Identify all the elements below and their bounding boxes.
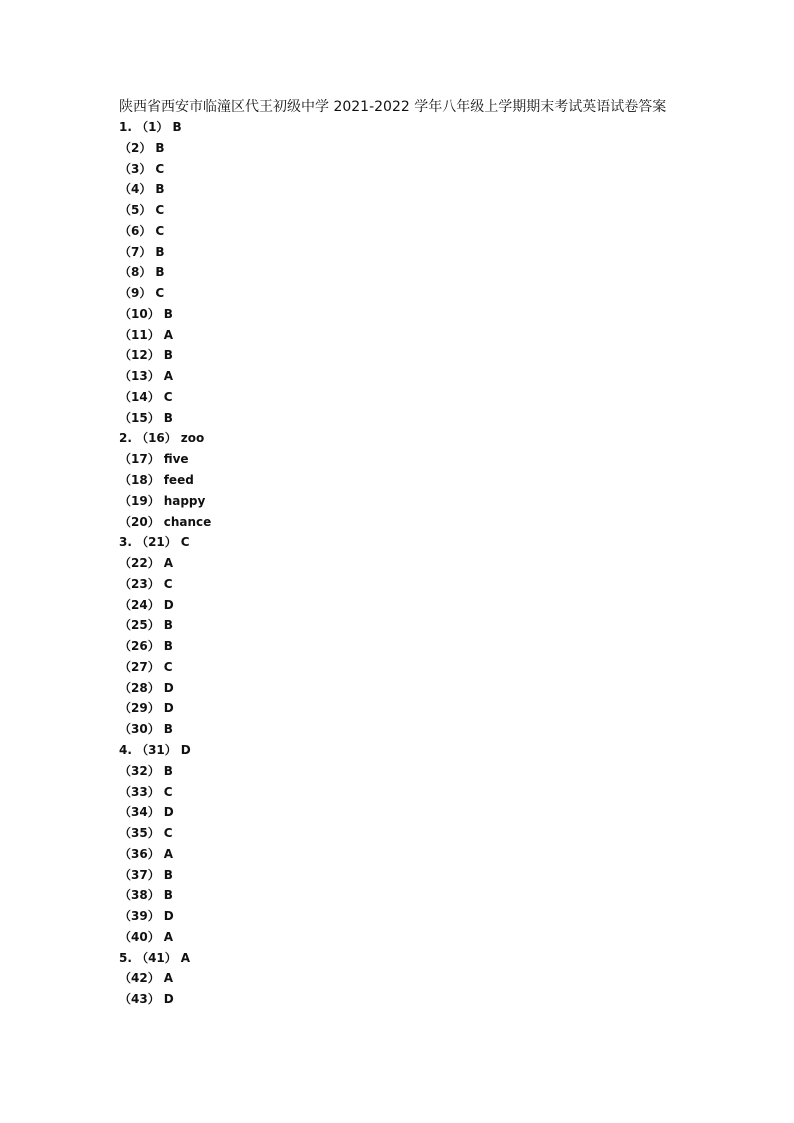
answer-value: zoo bbox=[180, 431, 205, 446]
answer-value: B bbox=[155, 140, 165, 155]
answer-value: C bbox=[155, 161, 165, 176]
question-number: （18） bbox=[119, 473, 160, 488]
answer-list bbox=[119, 117, 211, 1010]
question-number: 5. （41） bbox=[119, 950, 177, 965]
answer-line bbox=[119, 844, 211, 865]
question-number: （39） bbox=[119, 909, 160, 924]
answer-value: B bbox=[163, 410, 173, 425]
answer-value: five bbox=[163, 452, 189, 467]
question-number: （23） bbox=[119, 576, 160, 591]
answer-line bbox=[119, 865, 211, 886]
answer-line bbox=[119, 449, 211, 470]
answer-value: C bbox=[155, 286, 165, 301]
answer-value: feed bbox=[163, 473, 194, 488]
answer-line bbox=[119, 802, 211, 823]
answer-line bbox=[119, 159, 211, 180]
question-number: 3. （21） bbox=[119, 535, 177, 550]
answer-line bbox=[119, 366, 211, 387]
answer-value: B bbox=[163, 867, 173, 882]
answer-value: D bbox=[163, 701, 174, 716]
answer-line bbox=[119, 532, 211, 553]
question-number: （32） bbox=[119, 763, 160, 778]
question-number: （38） bbox=[119, 888, 160, 903]
answer-line bbox=[119, 968, 211, 989]
question-number: （20） bbox=[119, 514, 160, 529]
answer-value: B bbox=[163, 888, 173, 903]
question-number: （17） bbox=[119, 452, 160, 467]
answer-value: C bbox=[155, 223, 165, 238]
answer-value: A bbox=[163, 846, 173, 861]
answer-value: A bbox=[180, 950, 191, 965]
question-number: （5） bbox=[119, 203, 152, 218]
question-number: （43） bbox=[119, 992, 160, 1007]
question-number: （14） bbox=[119, 389, 160, 404]
answer-value: C bbox=[163, 826, 173, 841]
answer-value: A bbox=[163, 929, 173, 944]
answer-value: D bbox=[180, 742, 191, 757]
answer-line bbox=[119, 636, 211, 657]
answer-line bbox=[119, 138, 211, 159]
question-number: （11） bbox=[119, 327, 160, 342]
answer-value: A bbox=[163, 971, 173, 986]
answer-line bbox=[119, 740, 211, 761]
answer-line bbox=[119, 200, 211, 221]
answer-value: D bbox=[163, 992, 174, 1007]
answer-value: B bbox=[155, 244, 165, 259]
answer-line bbox=[119, 595, 211, 616]
question-number: （19） bbox=[119, 493, 160, 508]
answer-value: B bbox=[163, 763, 173, 778]
answer-line bbox=[119, 615, 211, 636]
answer-line bbox=[119, 387, 211, 408]
answer-value: C bbox=[163, 389, 173, 404]
answer-value: A bbox=[163, 369, 173, 384]
answer-line bbox=[119, 948, 211, 969]
answer-value: C bbox=[155, 203, 165, 218]
answer-value: D bbox=[163, 909, 174, 924]
question-number: （7） bbox=[119, 244, 152, 259]
answer-value: D bbox=[163, 680, 174, 695]
answer-line bbox=[119, 325, 211, 346]
answer-value: C bbox=[163, 659, 173, 674]
question-number: （9） bbox=[119, 286, 152, 301]
question-number: （22） bbox=[119, 556, 160, 571]
question-number: （30） bbox=[119, 722, 160, 737]
question-number: （34） bbox=[119, 805, 160, 820]
answer-line bbox=[119, 470, 211, 491]
answer-line bbox=[119, 553, 211, 574]
question-number: （33） bbox=[119, 784, 160, 799]
question-number: 4. （31） bbox=[119, 742, 177, 757]
question-number: （15） bbox=[119, 410, 160, 425]
question-number: （8） bbox=[119, 265, 152, 280]
question-number: （24） bbox=[119, 597, 160, 612]
answer-line bbox=[119, 262, 211, 283]
answer-line bbox=[119, 989, 211, 1010]
answer-line bbox=[119, 719, 211, 740]
answer-line bbox=[119, 512, 211, 533]
answer-value: happy bbox=[163, 493, 206, 508]
answer-line bbox=[119, 698, 211, 719]
question-number: （10） bbox=[119, 306, 160, 321]
question-number: （29） bbox=[119, 701, 160, 716]
answer-value: D bbox=[163, 597, 174, 612]
answer-value: D bbox=[163, 805, 174, 820]
answer-line bbox=[119, 408, 211, 429]
answer-value: C bbox=[163, 576, 173, 591]
answer-value: chance bbox=[163, 514, 212, 529]
answer-value: B bbox=[155, 182, 165, 197]
answer-line bbox=[119, 885, 211, 906]
answer-line bbox=[119, 283, 211, 304]
answer-value: B bbox=[163, 348, 173, 363]
question-number: （27） bbox=[119, 659, 160, 674]
answer-line bbox=[119, 678, 211, 699]
answer-line bbox=[119, 761, 211, 782]
question-number: （26） bbox=[119, 639, 160, 654]
answer-line bbox=[119, 491, 211, 512]
answer-line bbox=[119, 221, 211, 242]
answer-line bbox=[119, 117, 211, 138]
answer-value: B bbox=[163, 639, 173, 654]
question-number: 1. （1） bbox=[119, 120, 169, 134]
answer-line bbox=[119, 345, 211, 366]
question-number: （25） bbox=[119, 618, 160, 633]
question-number: （2） bbox=[119, 140, 152, 155]
answer-value: C bbox=[180, 535, 190, 550]
answer-value: B bbox=[163, 618, 173, 633]
question-number: （37） bbox=[119, 867, 160, 882]
answer-value: B bbox=[172, 120, 182, 134]
answer-value: A bbox=[163, 556, 173, 571]
answer-line bbox=[119, 657, 211, 678]
answer-line bbox=[119, 179, 211, 200]
question-number: （28） bbox=[119, 680, 160, 695]
question-number: （12） bbox=[119, 348, 160, 363]
answer-line bbox=[119, 782, 211, 803]
answer-line bbox=[119, 428, 211, 449]
answer-value: B bbox=[155, 265, 165, 280]
question-number: （40） bbox=[119, 929, 160, 944]
answer-line bbox=[119, 906, 211, 927]
question-number: 2. （16） bbox=[119, 431, 177, 446]
answer-line bbox=[119, 574, 211, 595]
answer-value: A bbox=[163, 327, 173, 342]
answer-line bbox=[119, 242, 211, 263]
question-number: （42） bbox=[119, 971, 160, 986]
answer-value: B bbox=[163, 306, 173, 321]
question-number: （4） bbox=[119, 182, 152, 197]
question-number: （6） bbox=[119, 223, 152, 238]
answer-line bbox=[119, 927, 211, 948]
question-number: （36） bbox=[119, 846, 160, 861]
answer-value: C bbox=[163, 784, 173, 799]
answer-line bbox=[119, 304, 211, 325]
answer-value: B bbox=[163, 722, 173, 737]
question-number: （3） bbox=[119, 161, 152, 176]
document-title: 陕西省西安市临潼区代王初级中学 2021-2022 学年八年级上学期期末考试英语试卷答案 bbox=[119, 99, 667, 115]
question-number: （35） bbox=[119, 826, 160, 841]
answer-line bbox=[119, 823, 211, 844]
question-number: （13） bbox=[119, 369, 160, 384]
